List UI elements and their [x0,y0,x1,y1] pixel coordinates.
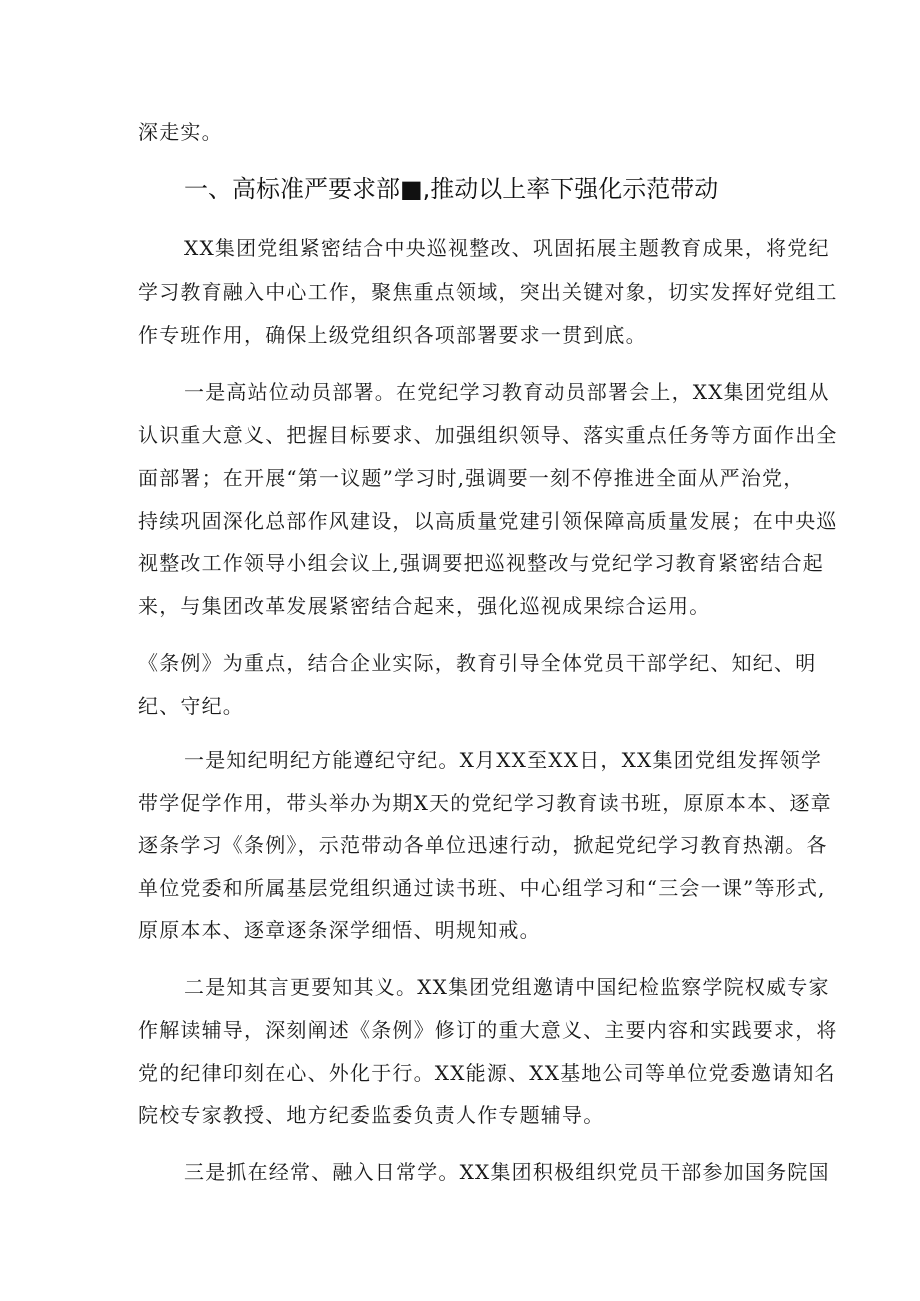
intro-tail-line: 深走实。 [138,120,223,144]
paragraph-line: 二是知其言更要知其义。XX集团党组邀请中国纪检监察学院权威专家 [184,975,830,999]
paragraph-line: 一是知纪明纪方能遵纪守纪。X月XX至XX日，XX集团党组发挥领学 [184,748,823,772]
paragraph-line: 学习教育融入中心工作，聚焦重点领域，突出关键对象，切实发挥好党组工 [138,280,838,304]
paragraph-line: 认识重大意义、把握目标要求、加强组织领导、落实重点任务等方面作出全 [138,423,838,447]
paragraph-line: 党的纪律印刻在心、外化于行。XX能源、XX基地公司等单位党委邀请知名 [138,1061,836,1085]
section-heading: 一、高标准严要求部■,推动以上率下强化示范带动 [184,175,719,203]
paragraph-line: 原原本本、逐章逐条深学细悟、明规知戒。 [138,918,541,942]
paragraph-line: 面部署；在开展“第一议题”学习时,强调要一刻不停推进全面从严治党， [138,466,805,490]
paragraph-line: 带学促学作用，带头举办为期X天的党纪学习教育读书班，原原本本、逐章 [138,791,832,815]
paragraph-line: 一是高站位动员部署。在党纪学习教育动员部署会上，XX集团党组从 [184,380,830,404]
paragraph-line: 来，与集团改革发展紧密结合起来，强化巡视成果综合运用。 [138,594,711,618]
paragraph-line: 逐条学习《条例》，示范带动各单位迅速行动，掀起党纪学习教育热潮。各 [138,833,828,857]
paragraph-line: 视整改工作领导小组会议上,强调要把巡视整改与党纪学习教育紧密结合起 [138,551,824,575]
paragraph-line: 院校专家教授、地方纪委监委负责人作专题辅导。 [138,1103,605,1127]
paragraph-line: 持续巩固深化总部作风建设，以高质量党建引领保障高质量发展；在中央巡 [138,509,838,533]
paragraph-line: 三是抓在经常、融入日常学。XX集团积极组织党员干部参加国务院国 [184,1160,830,1184]
paragraph-line: 作专班作用，确保上级党组织各项部署要求一贯到底。 [138,323,647,347]
paragraph-line: 单位党委和所属基层党组织通过读书班、中心组学习和“三会一课”等形式, [138,876,826,900]
paragraph-line: 《条例》为重点，结合企业实际，教育引导全体党员干部学纪、知纪、明 [138,651,817,675]
paragraph-line: XX集团党组紧密结合中央巡视整改、巩固拓展主题教育成果，将党纪 [184,236,830,260]
paragraph-line: 纪、守纪。 [138,694,244,718]
paragraph-line: 作解读辅导，深刻阐述《条例》修订的重大意义、主要内容和实践要求，将 [138,1018,838,1042]
